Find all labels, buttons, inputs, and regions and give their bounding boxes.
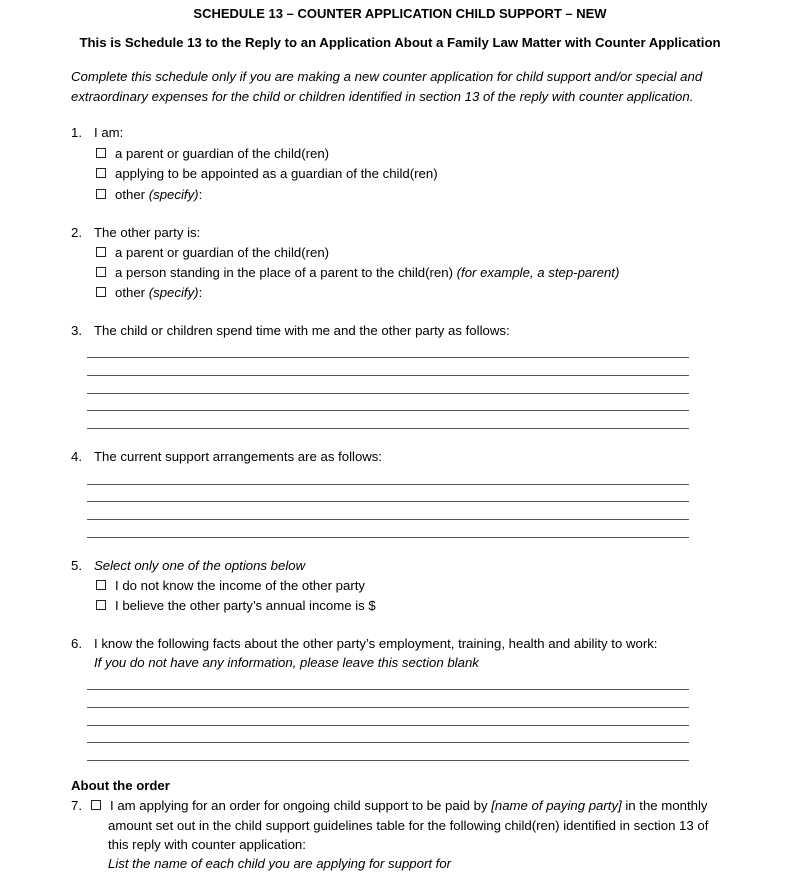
checkbox[interactable]: [96, 287, 106, 297]
checkbox[interactable]: [91, 800, 101, 810]
question-number: 7.: [71, 798, 82, 813]
answer-line[interactable]: [87, 501, 689, 502]
option-label-italic: (specify): [148, 285, 199, 300]
question-text-line-3: this reply with counter application:: [108, 837, 306, 852]
option-label: [115, 265, 619, 280]
question-text: Select only one of the options below: [94, 558, 306, 573]
question-text: The child or children spend time with me and the other party as follows:: [94, 323, 510, 338]
answer-line[interactable]: [87, 537, 689, 538]
paying-party-placeholder: [name of paying party]: [491, 798, 622, 813]
text-part: I am applying for an order for ongoing child support to be paid by: [110, 798, 492, 813]
question-text: I am:: [94, 125, 124, 140]
answer-line[interactable]: [87, 484, 689, 485]
answer-line[interactable]: [87, 519, 689, 520]
question-hint: List the name of each child you are applying for support for: [108, 856, 452, 871]
option-label: applying to be appointed as a guardian of the child(ren): [115, 166, 438, 181]
question-text-line-1: [110, 798, 707, 813]
answer-line[interactable]: [87, 428, 689, 429]
option-label: I do not know the income of the other party: [115, 578, 365, 593]
text-part: in the monthly: [621, 798, 708, 813]
option-label-suffix: :: [198, 285, 203, 300]
option-label-text: a person standing in the place of a parent to the child(ren): [115, 265, 457, 280]
section-heading-about-order: About the order: [71, 778, 170, 793]
intro-line-2: extraordinary expenses for the child or children identified in section 13 of the reply with counter application.: [71, 89, 694, 104]
checkbox[interactable]: [96, 600, 106, 610]
question-number: 5.: [71, 558, 82, 573]
option-label: a parent or guardian of the child(ren): [115, 245, 330, 260]
question-number: 1.: [71, 125, 82, 140]
question-number: 4.: [71, 449, 82, 464]
schedule-subtitle: This is Schedule 13 to the Reply to an Application About a Family Law Matter with Counter Application: [79, 35, 721, 50]
option-label-italic: (for example, a step-parent): [456, 265, 620, 280]
checkbox[interactable]: [96, 148, 106, 158]
option-label-suffix: :: [198, 187, 203, 202]
answer-line[interactable]: [87, 742, 689, 743]
question-text: The current support arrangements are as follows:: [94, 449, 383, 464]
question-number: 2.: [71, 225, 82, 240]
answer-line[interactable]: [87, 410, 689, 411]
option-label: [115, 285, 202, 300]
option-label-text: other: [115, 285, 149, 300]
schedule-title: SCHEDULE 13 – COUNTER APPLICATION CHILD SUPPORT – NEW: [193, 6, 607, 21]
answer-line[interactable]: [87, 393, 689, 394]
question-text: I know the following facts about the other party’s employment, training, health and ability to work:: [94, 636, 658, 651]
answer-line[interactable]: [87, 357, 689, 358]
option-label: I believe the other party’s annual income is $: [115, 598, 376, 613]
checkbox[interactable]: [96, 168, 106, 178]
question-text: The other party is:: [94, 225, 201, 240]
intro-line-1: Complete this schedule only if you are making a new counter application for child support and/or special and: [71, 69, 703, 84]
answer-line[interactable]: [87, 725, 689, 726]
option-label-italic: (specify): [148, 187, 199, 202]
question-text-line-2: amount set out in the child support guidelines table for the following child(ren) identified in section 13 of: [108, 818, 709, 833]
checkbox[interactable]: [96, 580, 106, 590]
option-label: [115, 187, 202, 202]
checkbox[interactable]: [96, 189, 106, 199]
answer-line[interactable]: [87, 707, 689, 708]
answer-line[interactable]: [87, 375, 689, 376]
checkbox[interactable]: [96, 247, 106, 257]
question-hint: If you do not have any information, please leave this section blank: [94, 655, 479, 670]
answer-line[interactable]: [87, 689, 689, 690]
checkbox[interactable]: [96, 267, 106, 277]
question-number: 3.: [71, 323, 82, 338]
answer-line[interactable]: [87, 760, 689, 761]
option-label: a parent or guardian of the child(ren): [115, 146, 330, 161]
question-number: 6.: [71, 636, 82, 651]
option-label-text: other: [115, 187, 149, 202]
